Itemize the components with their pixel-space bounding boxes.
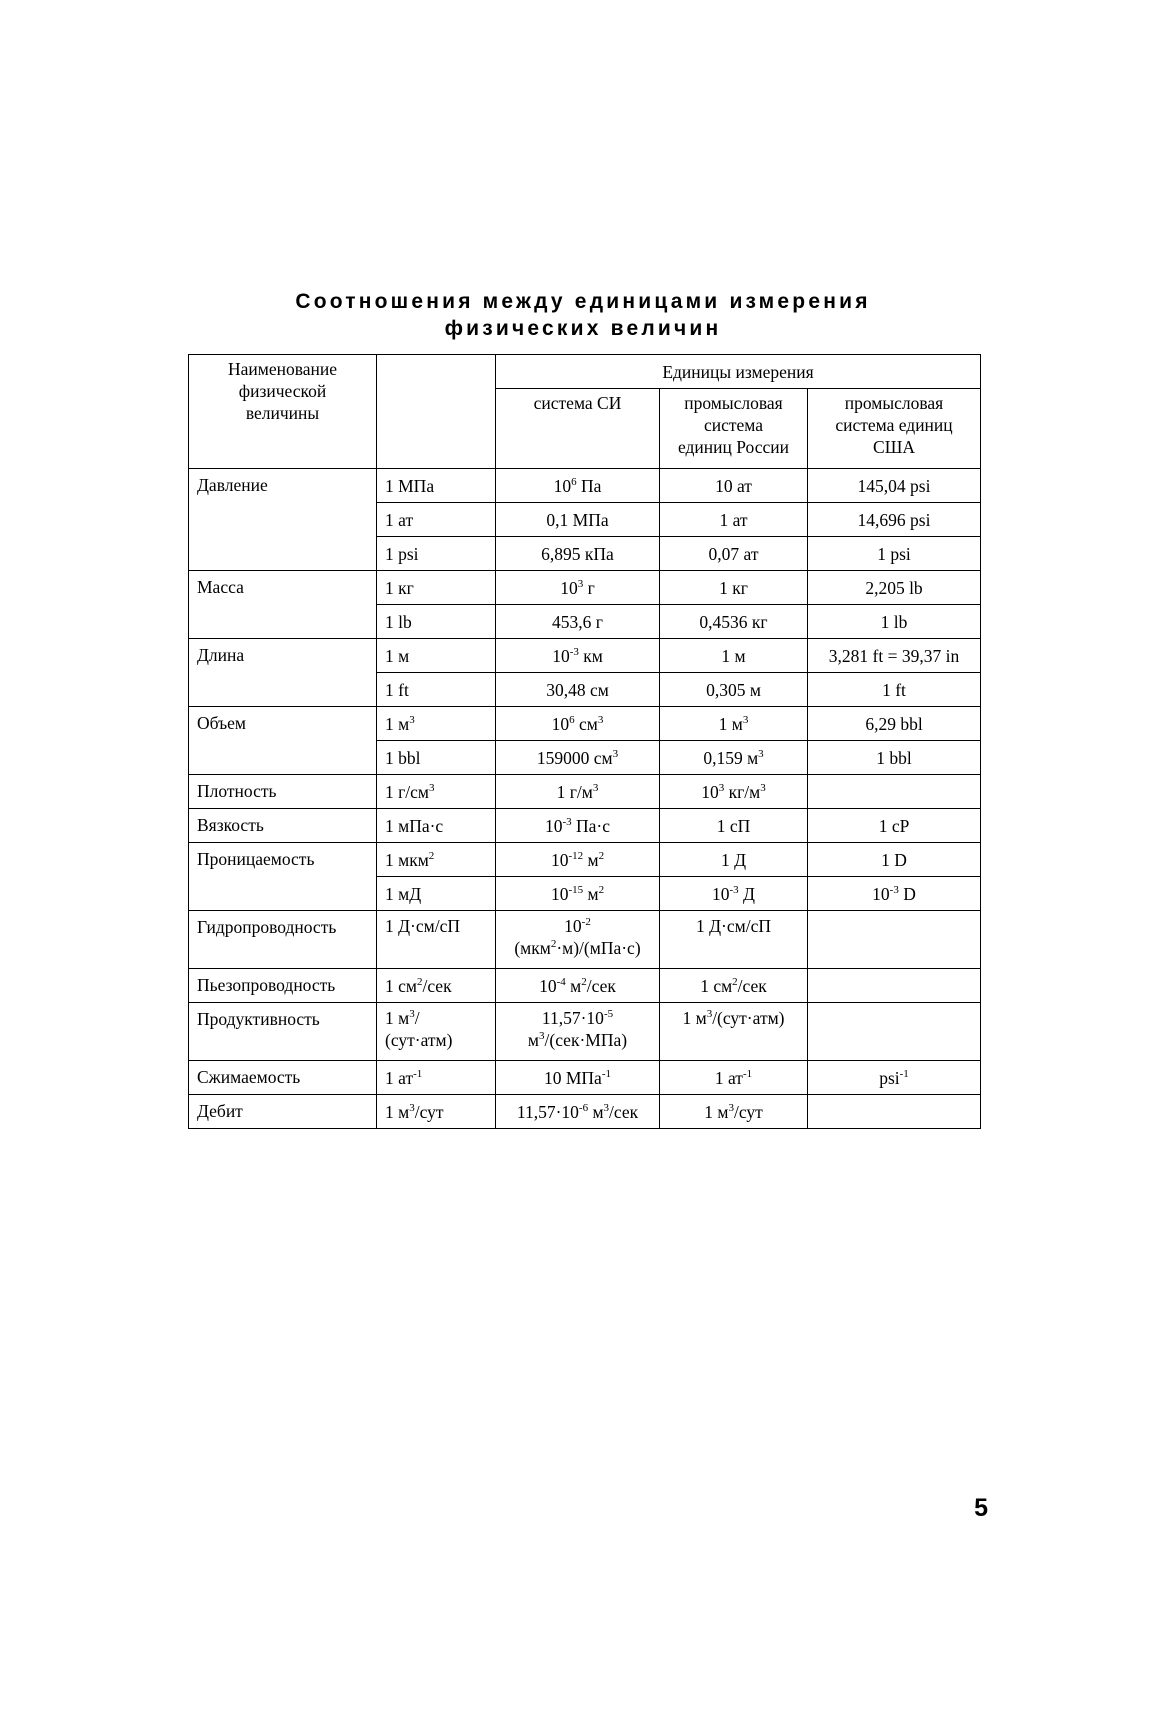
unit-cell: 1 м — [377, 639, 496, 673]
usa-cell — [808, 1003, 981, 1061]
usa-cell: 1 D — [808, 843, 981, 877]
si-cell: $10^3$ г — [496, 571, 660, 605]
usa-cell: 1 ft — [808, 673, 981, 707]
russia-cell: 1 $м^3$/сут — [660, 1095, 808, 1129]
usa-cell: 3,281 ft = 39,37 in — [808, 639, 981, 673]
usa-cell: 1 bbl — [808, 741, 981, 775]
quantity-productivity: Продуктивность — [189, 1003, 377, 1061]
russia-cell: 0,4536 кг — [660, 605, 808, 639]
quantity-density: Плотность — [189, 775, 377, 809]
si-cell: $10^{-3}$ Па·с — [496, 809, 660, 843]
table-row — [189, 809, 981, 843]
si-cell: $10^{-4}$ $м^2$/сек — [496, 969, 660, 1003]
russia-cell: $10^3$ $кг/м^3$ — [660, 775, 808, 809]
table-row — [189, 571, 981, 605]
unit-cell: 1 ат — [377, 503, 496, 537]
usa-cell: 145,04 psi — [808, 469, 981, 503]
si-cell: 159000 $см^3$ — [496, 741, 660, 775]
table-row — [189, 639, 981, 673]
unit-cell: 1 мкм$^2$ — [377, 843, 496, 877]
unit-cell: 1 $м^3$/сут — [377, 1095, 496, 1129]
usa-cell: 6,29 bbl — [808, 707, 981, 741]
si-cell: $10^6$ Па — [496, 469, 660, 503]
quantity-viscosity: Вязкость — [189, 809, 377, 843]
usa-cell: psi$^{-1}$ — [808, 1061, 981, 1095]
table-row — [189, 707, 981, 741]
page-number: 5 — [974, 1494, 988, 1522]
header-usa-system: промысловая система единиц США — [808, 389, 981, 469]
unit-cell: 1 $г/см^3$ — [377, 775, 496, 809]
units-conversion-table — [188, 354, 981, 1129]
usa-cell — [808, 1095, 981, 1129]
header-quantity-name: Наименование физической величины — [189, 355, 377, 469]
russia-cell: 10 ат — [660, 469, 808, 503]
unit-cell: 1 мД — [377, 877, 496, 911]
quantity-diffusivity: Пьезопроводность — [189, 969, 377, 1003]
unit-cell: 1 кг — [377, 571, 496, 605]
si-cell: $10^{-15}$ $м^2$ — [496, 877, 660, 911]
header-russia-system: промысловая система единиц России — [660, 389, 808, 469]
table-row — [189, 969, 981, 1003]
usa-cell: 2,205 lb — [808, 571, 981, 605]
quantity-volume: Объем — [189, 707, 377, 775]
russia-cell: 1 $м^3$ — [660, 707, 808, 741]
usa-cell: 14,696 psi — [808, 503, 981, 537]
quantity-pressure: Давление — [189, 469, 377, 571]
russia-cell: 1 $м^3/(сут\cdot атм)$ — [660, 1003, 808, 1061]
si-cell: 10 МПа$^{-1}$ — [496, 1061, 660, 1095]
unit-cell: 1 Д·см/сП — [377, 911, 496, 969]
unit-cell: 1 lb — [377, 605, 496, 639]
russia-cell: 1 Д — [660, 843, 808, 877]
unit-cell: 1 $ат^{-1}$ — [377, 1061, 496, 1095]
header-unit-empty — [377, 355, 496, 469]
table-header-row — [189, 355, 981, 389]
si-cell: $10^{-3}$ км — [496, 639, 660, 673]
russia-cell: 0,159 $м^3$ — [660, 741, 808, 775]
unit-cell: 1 МПа — [377, 469, 496, 503]
si-cell: $10^{-12}$ $м^2$ — [496, 843, 660, 877]
quantity-length: Длина — [189, 639, 377, 707]
unit-cell: 1 ft — [377, 673, 496, 707]
unit-cell: 1 мПа·с — [377, 809, 496, 843]
si-cell: 1 $г/м^3$ — [496, 775, 660, 809]
unit-cell: 1 $см^2$/сек — [377, 969, 496, 1003]
russia-cell: 1 $см^2$/сек — [660, 969, 808, 1003]
title-line-2: физических величин — [444, 317, 722, 340]
russia-cell: $10^{-3}$ Д — [660, 877, 808, 911]
table-row — [189, 911, 981, 969]
table-row — [189, 843, 981, 877]
russia-cell: 0,305 м — [660, 673, 808, 707]
russia-cell: 1 кг — [660, 571, 808, 605]
quantity-flowrate: Дебит — [189, 1095, 377, 1129]
unit-cell: 1 $м^3$ — [377, 707, 496, 741]
usa-cell: $10^{-3}$ D — [808, 877, 981, 911]
title-line-1: Соотношения между единицами измерения — [295, 290, 871, 313]
russia-cell: 1 м — [660, 639, 808, 673]
table-row — [189, 1095, 981, 1129]
table-row — [189, 1061, 981, 1095]
usa-cell: 1 lb — [808, 605, 981, 639]
quantity-transmissibility: Гидропроводность — [189, 911, 377, 969]
table-row — [189, 775, 981, 809]
si-cell: 30,48 см — [496, 673, 660, 707]
si-cell: 453,6 г — [496, 605, 660, 639]
table-row — [189, 469, 981, 503]
usa-cell: 1 cP — [808, 809, 981, 843]
si-cell: $11,57\cdot 10^{-6}$ $м^3$/сек — [496, 1095, 660, 1129]
header-units-group: Единицы измерения — [496, 355, 981, 389]
russia-cell: 1 ат — [660, 503, 808, 537]
unit-cell: 1 bbl — [377, 741, 496, 775]
russia-cell: 0,07 ат — [660, 537, 808, 571]
si-cell: $11,57\cdot 10^{-5}$ $м^3/(сек\cdot МПа)$ — [496, 1003, 660, 1061]
unit-cell: 1 psi — [377, 537, 496, 571]
si-cell: $10^{-2}$ (мкм$^2$·м)/(мПа·с) — [496, 911, 660, 969]
si-cell: $10^6$ $см^3$ — [496, 707, 660, 741]
usa-cell — [808, 775, 981, 809]
si-cell: 0,1 МПа — [496, 503, 660, 537]
usa-cell — [808, 911, 981, 969]
page-title — [188, 288, 978, 342]
usa-cell — [808, 969, 981, 1003]
russia-cell: 1 сП — [660, 809, 808, 843]
table-row — [189, 1003, 981, 1061]
russia-cell: 1 $ат^{-1}$ — [660, 1061, 808, 1095]
si-cell: 6,895 кПа — [496, 537, 660, 571]
usa-cell: 1 psi — [808, 537, 981, 571]
russia-cell: 1 Д·см/сП — [660, 911, 808, 969]
quantity-mass: Масса — [189, 571, 377, 639]
quantity-permeability: Проницаемость — [189, 843, 377, 911]
quantity-compressibility: Сжимаемость — [189, 1061, 377, 1095]
unit-cell: 1 $м^3/$ (сут·атм) — [377, 1003, 496, 1061]
header-si-system: система СИ — [496, 389, 660, 469]
